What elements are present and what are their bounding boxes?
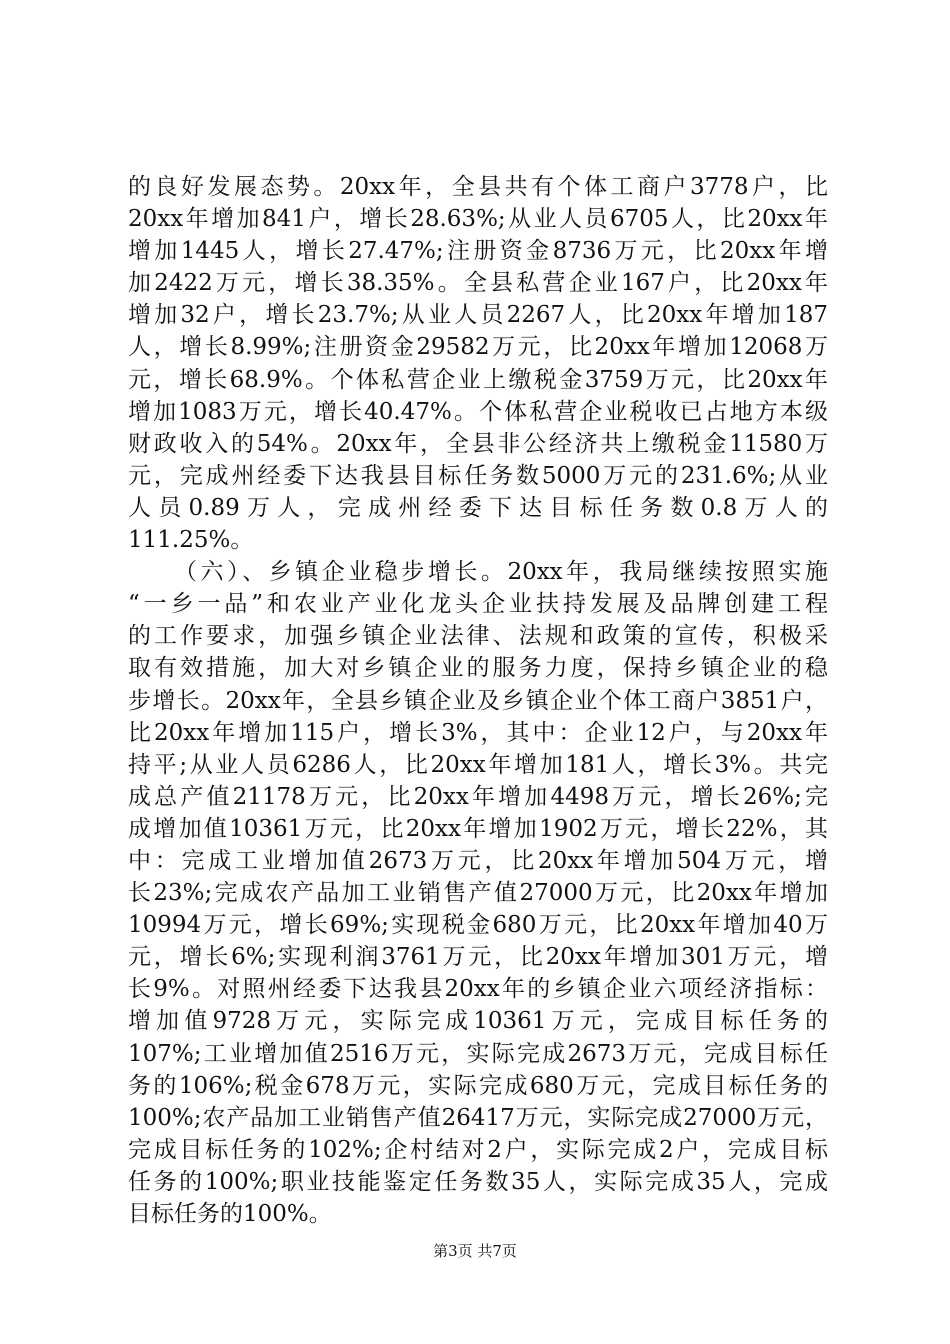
text-line: 元，增长68.9%。个体私营企业上缴税金3759万元，比20xx年 bbox=[128, 366, 828, 393]
text-line: 步增长。20xx年，全县乡镇企业及乡镇企业个体工商户3851户， bbox=[128, 687, 828, 714]
text-line: 取有效措施，加大对乡镇企业的服务力度，保持乡镇企业的稳 bbox=[128, 655, 828, 682]
text-line: 100%;农产品加工业销售产值26417万元，实际完成27000万元， bbox=[128, 1104, 828, 1131]
section-heading-line: （六）、乡镇企业稳步增长。20xx年，我局继续按照实施 bbox=[174, 559, 828, 586]
text-line: 完成目标任务的102%;企村结对2户，实际完成2户，完成目标 bbox=[128, 1136, 828, 1163]
text-line: 人员0.89万人，完成州经委下达目标任务数0.8万人的 bbox=[128, 494, 828, 521]
text-line: 目标任务的100%。 bbox=[128, 1201, 332, 1227]
text-line: 财政收入的54%。20xx年，全县非公经济共上缴税金11580万 bbox=[128, 430, 828, 457]
text-line: 成总产值21178万元，比20xx年增加4498万元，增长26%;完 bbox=[128, 783, 828, 810]
text-line: 20xx年增加841户，增长28.63%;从业人员6705人，比20xx年 bbox=[128, 206, 828, 233]
text-line: 任务的100%;职业技能鉴定任务数35人，实际完成35人，完成 bbox=[128, 1168, 828, 1195]
text-line: 增加值9728万元，实际完成10361万元，完成目标任务的 bbox=[128, 1008, 828, 1035]
paragraph-2 bbox=[128, 556, 828, 1230]
text-line: 增加1083万元，增长40.47%。个体私营企业税收已占地方本级 bbox=[128, 398, 828, 425]
text-line: 长23%;完成农产品加工业销售产值27000万元，比20xx年增加 bbox=[128, 880, 828, 907]
text-line: 增加1445人，增长27.47%;注册资金8736万元，比20xx年增 bbox=[128, 238, 828, 265]
text-line: 107%;工业增加值2516万元，实际完成2673万元，完成目标任 bbox=[128, 1040, 828, 1067]
paragraph-1 bbox=[128, 171, 828, 556]
text-line: “一乡一品”和农业产业化龙头企业扶持发展及品牌创建工程 bbox=[128, 591, 828, 618]
text-line: 中：完成工业增加值2673万元，比20xx年增加504万元，增 bbox=[128, 847, 828, 874]
document-body bbox=[128, 171, 828, 1230]
text-line: 务的106%;税金678万元，实际完成680万元，完成目标任务的 bbox=[128, 1072, 828, 1099]
text-line: 的工作要求，加强乡镇企业法律、法规和政策的宣传，积极采 bbox=[128, 623, 828, 650]
text-line: 元，增长6%;实现利润3761万元，比20xx年增加301万元，增 bbox=[128, 944, 828, 971]
text-line: 10994万元，增长69%;实现税金680万元，比20xx年增加40万 bbox=[128, 912, 828, 939]
text-line: 人，增长8.99%;注册资金29582万元，比20xx年增加12068万 bbox=[128, 334, 828, 361]
text-line: 增加32户，增长23.7%;从业人员2267人，比20xx年增加187 bbox=[128, 302, 828, 329]
text-line: 比20xx年增加115户，增长3%，其中：企业12户，与20xx年 bbox=[128, 719, 828, 746]
text-line: 的良好发展态势。20xx年，全县共有个体工商户3778户，比 bbox=[128, 174, 828, 200]
text-line: 持平;从业人员6286人，比20xx年增加181人，增长3%。共完 bbox=[128, 751, 828, 778]
text-line: 成增加值10361万元，比20xx年增加1902万元，增长22%，其 bbox=[128, 815, 828, 842]
text-line: 111.25%。 bbox=[128, 527, 254, 554]
text-line: 元，完成州经委下达我县目标任务数5000万元的231.6%;从业 bbox=[128, 462, 828, 489]
text-line: 加2422万元，增长38.35%。全县私营企业167户，比20xx年 bbox=[128, 270, 828, 297]
page-number-footer: 第3页 共7页 bbox=[433, 1242, 517, 1260]
text-line: 长9%。对照州经委下达我县20xx年的乡镇企业六项经济指标： bbox=[128, 976, 828, 1003]
